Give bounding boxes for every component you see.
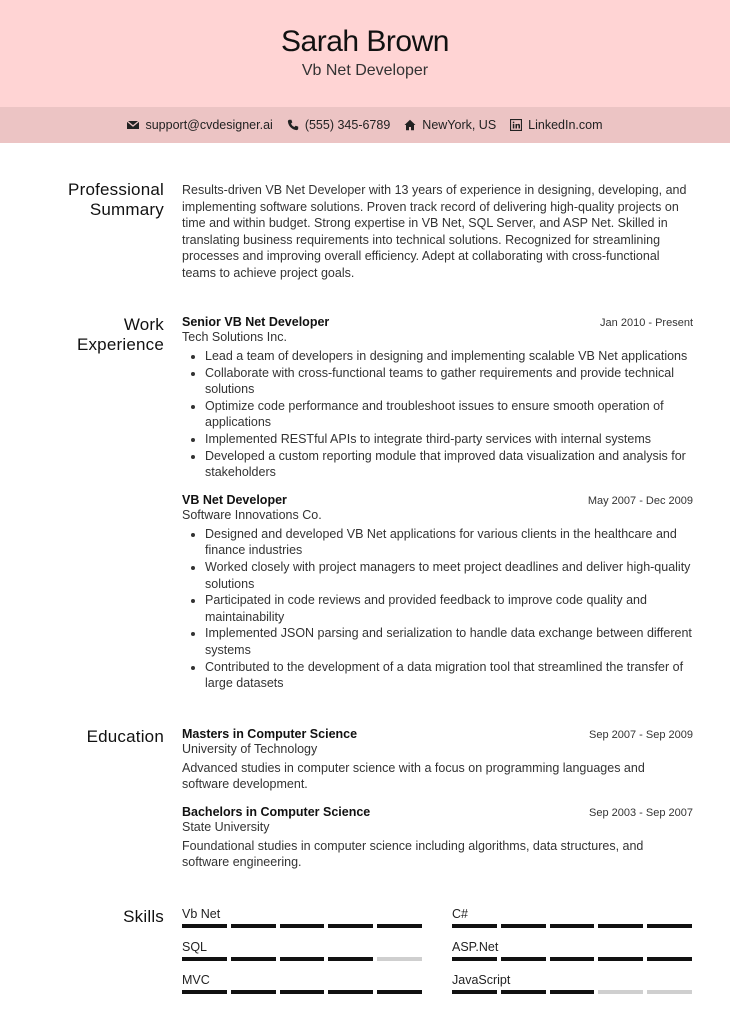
skills-section [0,907,730,994]
skill-level-segment-filled [647,957,692,961]
resume-header [0,0,730,107]
contact-email-text: support@cvdesigner.ai [145,118,273,132]
degree-title: Bachelors in Computer Science [182,804,371,819]
education-entry [182,727,693,793]
skill-level-segment-filled [328,957,373,961]
job-company: Software Innovations Co. [182,507,322,522]
skill-level-segment-filled [280,924,325,928]
skills-grid [182,907,693,994]
job-title: Senior VB Net Developer [182,315,330,329]
job-bullets [182,348,693,481]
skill-item [452,973,692,994]
skill-level-segment-filled [550,924,595,928]
skill-level-segment-filled [182,924,227,928]
contact-linkedin[interactable] [510,118,602,132]
skill-item [182,907,422,928]
home-icon [404,119,416,131]
skill-level-segment-filled [377,990,422,994]
skill-level-bar [182,957,422,961]
skill-name: SQL [182,939,208,954]
job-bullet: • Contributed to the development of a data migration tool that streamlined the transfer of large datasets [205,659,693,692]
skill-level-segment-filled [328,924,373,928]
degree-description: Foundational studies in computer science including algorithms, data structures, and software engineering. [182,838,644,870]
education-heading: Education [86,726,164,746]
skill-level-segment-filled [501,990,546,994]
linkedin-icon [510,119,522,131]
skill-level-bar [182,924,422,928]
skill-level-segment-filled [280,957,325,961]
skill-level-segment-filled [182,957,227,961]
skill-item [452,940,692,961]
job-bullet: • Implemented RESTful APIs to integrate third-party services with internal systems [205,431,693,448]
skill-item [452,907,692,928]
skill-level-segment-filled [231,957,276,961]
work-heading-line2: Experience [76,335,164,354]
skill-name: Vb Net [182,906,221,921]
summary-heading-line1: Professional [68,180,164,199]
skill-level-segment-filled [231,990,276,994]
job-bullet: • Collaborate with cross-functional teams to gather requirements and provide technical solutions [205,365,693,398]
skills-heading: Skills [123,906,164,926]
skill-level-segment-filled [598,957,643,961]
envelope-icon [127,119,139,131]
degree-date: Sep 2007 - Sep 2009 [589,728,693,741]
work-section [0,315,730,692]
job-bullet: • Participated in code reviews and provided feedback to improve code quality and maintainability [205,592,693,625]
skill-level-segment-filled [280,990,325,994]
contact-email[interactable] [127,118,272,132]
skill-level-segment-filled [550,957,595,961]
skill-level-segment-filled [452,990,497,994]
degree-title: Masters in Computer Science [182,726,358,741]
job-bullet: • Designed and developed VB Net applications for various clients in the healthcare and finance industries [205,526,693,559]
skill-level-segment-filled [501,924,546,928]
job-entry [182,493,693,692]
skill-level-segment-filled [231,924,276,928]
work-heading [0,315,164,692]
skill-name: ASP.Net [452,939,499,954]
skill-level-segment-filled [647,924,692,928]
work-heading-line1: Work [123,315,164,334]
phone-icon [287,119,299,131]
job-company: Tech Solutions Inc. [182,330,287,344]
contact-location-text: NewYork, US [422,118,497,132]
skill-level-segment-filled [328,990,373,994]
skill-level-segment-filled [501,957,546,961]
contact-phone[interactable] [287,118,390,132]
contact-location [404,118,496,132]
skill-level-segment-filled [598,924,643,928]
education-section [0,727,730,871]
skill-name: JavaScript [452,972,511,987]
job-date: May 2007 - Dec 2009 [587,494,693,507]
skill-item [182,940,422,961]
skill-level-bar [452,957,692,961]
job-date: Jan 2010 - Present [600,317,693,329]
job-title: VB Net Developer [182,492,287,507]
skill-item [182,973,422,994]
skill-level-segment-filled [377,924,422,928]
education-entry [182,805,693,871]
job-bullet: • Optimize code performance and troubleshoot issues to ensure smooth operation of applications [205,398,693,431]
summary-heading [0,180,164,281]
summary-text: Results-driven VB Net Developer with 13 years of experience in designing, developing, and implementing software solutions. Proven track record of delivering high-quality projects on time and within budget. Strong expertise in VB Net, SQL Server, and ASP Net. Skilled in translating business requirements into technical solutions. Recognized for streamlining processes and improving overall efficiency. Adept at collaborating with cross-functional teams to achieve project goals. [182,183,687,280]
contact-bar [0,107,730,143]
job-bullet: • Implemented JSON parsing and serialization to handle data exchange between different systems [205,625,693,658]
skill-level-segment-filled [452,957,497,961]
job-bullet: • Worked closely with project managers to meet project deadlines and deliver high-quality solutions [205,559,693,592]
skill-name: MVC [182,972,210,987]
skill-level-bar [452,924,692,928]
skill-level-segment-filled [452,924,497,928]
job-bullets [182,526,693,692]
skill-level-segment-empty [647,990,692,994]
job-bullet: • Developed a custom reporting module that improved data visualization and analysis for stakeholders [205,448,693,481]
skill-name: C# [452,906,468,921]
skill-level-bar [182,990,422,994]
skill-level-segment-filled [550,990,595,994]
skill-level-segment-empty [377,957,422,961]
school-name: University of Technology [182,741,318,756]
school-name: State University [182,819,270,834]
degree-description: Advanced studies in computer science with a focus on programming languages and software development. [182,760,645,792]
contact-linkedin-text: LinkedIn.com [528,118,603,132]
summary-section [0,180,730,281]
skill-level-segment-empty [598,990,643,994]
summary-heading-line2: Summary [89,200,164,219]
degree-date: Sep 2003 - Sep 2007 [589,806,693,819]
candidate-role: Vb Net Developer [301,62,429,79]
candidate-name: Sarah Brown [281,25,449,58]
contact-phone-text: (555) 345-6789 [304,118,391,132]
job-bullet: • Lead a team of developers in designing and implementing scalable VB Net applications [205,348,693,365]
job-entry [182,315,693,481]
skill-level-segment-filled [182,990,227,994]
skill-level-bar [452,990,692,994]
